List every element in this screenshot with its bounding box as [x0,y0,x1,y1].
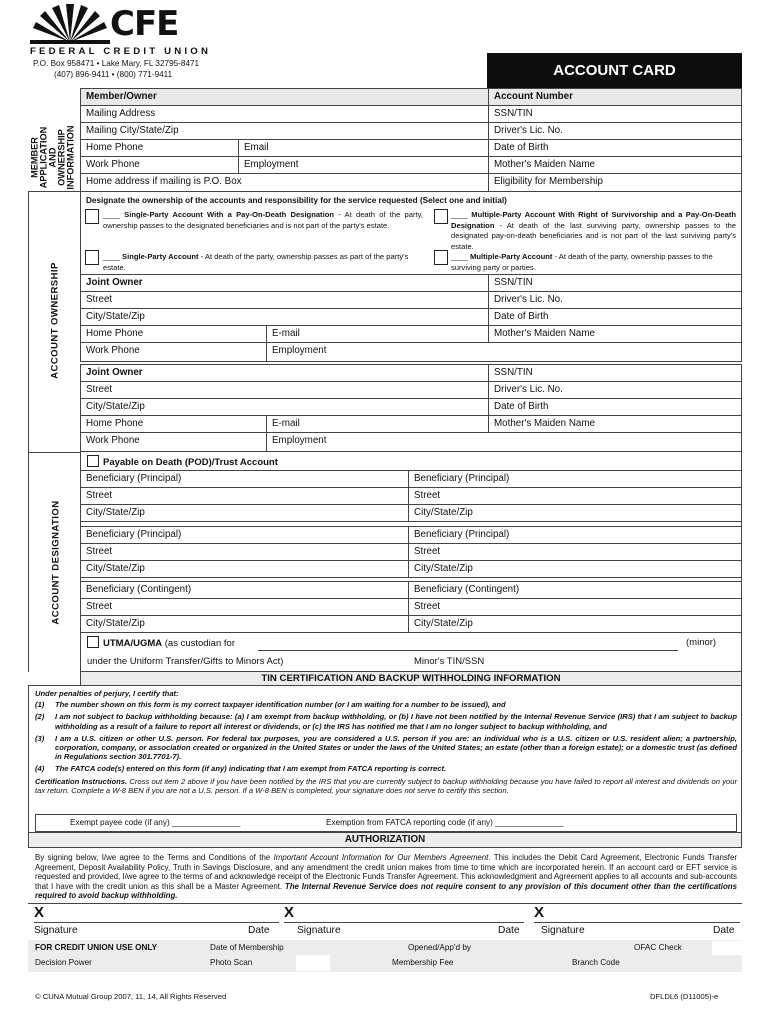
initial-line[interactable]: ____ [103,210,125,219]
opt1-text: - At death of the party, ownership passes to the designated beneficiaries and is not part of the party's estate. [103,210,423,230]
auth-text-c: . This includes the Debit Card Agreement, Electronic Funds Transfer Agreement, Deposit Availability Policy, Truth in Savings Disclosure, and any amendment the credit union makes from time to time which are incorporated herein. If an account card or EFT service is requested and provided, I/we agree to the terms of and acknowledge receipt of the Electronic Funds Transfer Agreement. This acknowledgment and Agreement applies to all accounts and sub-accounts that I have with the credit union as this shall be a Master Agreement. [35,853,737,891]
minor-tin-label: Minor's TIN/SSN [414,656,485,667]
ssn-field[interactable]: SSN/TIN [488,105,742,123]
home-address-field[interactable]: Home address if mailing is P.O. Box [80,173,489,192]
cert-label: Certification Instructions. [35,776,128,786]
member-side-label-text [26,88,80,192]
initial-line[interactable]: ____ [103,252,123,261]
beneficiary-principal-3[interactable]: Beneficiary (Principal) [80,526,409,544]
date-of-birth-field[interactable]: Date of Birth [488,139,742,157]
beneficiary-principal-4[interactable]: Beneficiary (Principal) [408,526,742,544]
utma-title: UTMA/UGMA [103,638,163,649]
beneficiary-contingent-2[interactable]: Beneficiary (Contingent) [408,581,742,599]
authorization-heading: AUTHORIZATION [28,832,742,848]
work-phone-field[interactable]: Work Phone [80,156,239,174]
ofac-field[interactable] [712,941,742,955]
member-label-line: MEMBER [29,137,40,178]
tin-item-4: The FATCA code(s) entered on this form (if any) indicating that I am exempt from FATCA reporting is correct. [55,764,447,774]
beneficiary-1-city[interactable]: City/State/Zip [80,504,409,522]
opt3-text: - At death of the last surviving party, ownership passes to the designated pay-on-death beneficiaries and is not part of the last surviving party's estate. [451,220,736,251]
x-mark: X [34,904,45,921]
joint-2-dl-field[interactable]: Driver's Lic. No. [488,381,742,399]
beneficiary-3-street[interactable]: Street [80,543,409,561]
multi-pod-option [451,210,736,252]
beneficiary-1-street[interactable]: Street [80,487,409,505]
address-line-2: (407) 896-9411 • (800) 771-9411 [54,70,173,79]
joint-owner-2-field[interactable]: Joint Owner [80,364,489,382]
contingent-1-city[interactable]: City/State/Zip [80,615,409,633]
x-mark: X [284,904,295,921]
logo-subtitle: FEDERAL CREDIT UNION [30,46,212,57]
joint-1-ssn-field[interactable]: SSN/TIN [488,274,742,292]
home-phone-field[interactable]: Home Phone [80,139,239,157]
date-label: Date [498,925,520,936]
exempt-fatca-field[interactable]: Exemption from FATCA reporting code (if any) _______________ [326,818,564,827]
tin-heading: TIN CERTIFICATION AND BACKUP WITHHOLDING INFORMATION [80,671,742,686]
member-owner-field[interactable]: Member/Owner [80,88,489,106]
form-code: DFLDL6 (D11005)-e [650,992,719,1001]
member-label-line: INFORMATION [65,125,76,190]
joint-2-city-field[interactable]: City/State/Zip [80,398,489,416]
logo-text: CFE [110,4,179,44]
multi-pod-checkbox[interactable] [434,209,448,224]
joint-1-email-field[interactable]: E-mail [266,325,489,343]
item-number: (4) [35,764,45,774]
beneficiary-principal-2[interactable]: Beneficiary (Principal) [408,470,742,488]
ownership-instruction: Designate the ownership of the accounts and responsibility for the service requested (Select one and initial) [86,196,507,205]
joint-1-dl-field[interactable]: Driver's Lic. No. [488,291,742,309]
photo-scan-field[interactable] [296,955,330,971]
x-mark: X [534,904,545,921]
multi-party-option [451,252,736,273]
joint-2-email-field[interactable]: E-mail [266,415,489,433]
joint-2-home-phone-field[interactable]: Home Phone [80,415,267,433]
opt2-text: - At death of the party, ownership passes as part of the party's estate. [103,252,409,272]
copyright: © CUNA Mutual Group 2007, 11, 14, All Rights Reserved [35,992,227,1001]
multi-party-checkbox[interactable] [434,250,448,265]
tin-text [35,689,737,795]
member-label-line: APPLICATION [38,126,49,189]
member-label-line: AND [47,147,58,168]
joint-1-employment-field[interactable]: Employment [266,342,742,362]
signature-line[interactable] [534,922,740,923]
employment-field[interactable]: Employment [238,156,489,174]
sunburst-logo-icon [30,2,110,46]
decision-label: Decision Power [35,958,92,967]
opt1-title: Single-Party Account With a Pay-On-Death Designation [124,210,334,219]
ofac-label: OFAC Check [634,943,682,952]
single-pod-option [103,210,423,231]
tin-intro: Under penalties of perjury, I certify that: [35,689,179,698]
auth-text-a: By signing below, I/we agree to the Terms and Conditions of the [35,853,274,862]
branch-label: Branch Code [572,958,620,967]
contingent-2-city[interactable]: City/State/Zip [408,615,742,633]
maiden-name-field[interactable]: Mother's Maiden Name [488,156,742,174]
initial-line[interactable]: ____ [451,252,471,261]
signature-line[interactable] [34,922,279,923]
joint-2-maiden-field[interactable]: Mother's Maiden Name [488,415,742,433]
joint-1-work-phone-field[interactable]: Work Phone [80,342,267,362]
pod-row [87,455,278,468]
beneficiary-3-city[interactable]: City/State/Zip [80,560,409,578]
custodian-line[interactable] [258,650,678,651]
beneficiary-2-street[interactable]: Street [408,487,742,505]
minor-label: (minor) [686,637,717,648]
utma-text: (as custodian for [164,638,235,649]
pod-title: Payable on Death (POD)/Trust Account [103,457,278,468]
email-field[interactable]: Email [238,139,489,157]
joint-2-street-field[interactable]: Street [80,381,489,399]
single-pod-checkbox[interactable] [85,209,99,224]
opened-label: Opened/App'd by [408,943,472,952]
utma-checkbox[interactable] [87,636,99,648]
joint-1-city-field[interactable]: City/State/Zip [80,308,489,326]
tin-item-2: I am not subject to backup withholding because: (a) I am exempt from backup withholding, or (b) I have not been notified by the Internal Revenue Service (IRS) that I am subject to backup withholding as a result of a failure to report all interest or dividends, or (c) the IRS has notified me that I am no longer subject to backup withholding, and [55,712,737,731]
date-label: Date [713,925,735,936]
joint-1-home-phone-field[interactable]: Home Phone [80,325,267,343]
mailing-address-field[interactable]: Mailing Address [80,105,489,123]
initial-line[interactable]: ____ [451,210,472,219]
authorization-text [35,853,737,901]
under-act-label: under the Uniform Transfer/Gifts to Minors Act) [87,656,284,667]
joint-1-street-field[interactable]: Street [80,291,489,309]
joint-1-dob-field[interactable]: Date of Birth [488,308,742,326]
single-party-checkbox[interactable] [85,250,99,265]
member-label-line: OWNERSHIP [56,129,67,186]
opt4-title: Multiple-Party Account [470,252,553,261]
beneficiary-contingent-1[interactable]: Beneficiary (Contingent) [80,581,409,599]
item-number: (1) [35,700,45,710]
contingent-1-street[interactable]: Street [80,598,409,616]
pod-checkbox[interactable] [87,455,99,467]
joint-2-employment-field[interactable]: Employment [266,432,742,452]
signature-label: Signature [541,925,585,936]
date-label: Date [248,925,270,936]
auth-agreement-name: Important Account Information for Our Members Agreement [273,853,489,862]
eligibility-field[interactable]: Eligibility for Membership [488,173,742,192]
cert-text: Cross out item 2 above if you have been notified by the IRS that you are currently subject to backup withholding because you have failed to report all interest and dividends on your tax return. Complete a W-8 BEN if you are not a U.S. person. If a W-8 BEN is completed, your signature does not serve to certify this section. [35,776,737,795]
joint-1-maiden-field[interactable]: Mother's Maiden Name [488,325,742,343]
auth-irs-notice: The Internal Revenue Service does not require consent to any provision of this document other than the certifications required to avoid backup withholding. [35,881,737,901]
date-membership-label: Date of Membership [210,943,284,952]
drivers-license-field[interactable]: Driver's Lic. No. [488,122,742,140]
beneficiary-2-city[interactable]: City/State/Zip [408,504,742,522]
beneficiary-4-city[interactable]: City/State/Zip [408,560,742,578]
cu-use-title: FOR CREDIT UNION USE ONLY [35,943,158,952]
joint-owner-1-field[interactable]: Joint Owner [80,274,489,292]
opt2-title: Single-Party Account [122,252,199,261]
mailing-city-field[interactable]: Mailing City/State/Zip [80,122,489,140]
exempt-payee-field[interactable]: Exempt payee code (if any) _______________ [70,818,241,827]
fee-label: Membership Fee [392,958,454,967]
signature-label: Signature [297,925,341,936]
joint-2-ssn-field[interactable]: SSN/TIN [488,364,742,382]
beneficiary-principal-1[interactable]: Beneficiary (Principal) [80,470,409,488]
item-number: (2) [35,712,45,722]
ownership-side-label: ACCOUNT OWNERSHIP [49,262,61,379]
utma-row [87,636,235,649]
tin-item-3: I am a U.S. citizen or other U.S. person. For federal tax purposes, you are considered a U.S. person if you are: an individual who is a U.S. citizen or U.S. resident alien; a partnership, corporation, company, or association created or organized in the United States or under the laws of the United States; an estate (other than a foreign estate); or a domestic trust (as defined in Regulations section 301.7701-7). [55,733,737,762]
beneficiary-4-street[interactable]: Street [408,543,742,561]
single-party-option [103,252,423,273]
address-line-1: P.O. Box 958471 • Lake Mary, FL 32795-8471 [33,59,200,68]
account-number-field[interactable]: Account Number [488,88,742,106]
joint-2-dob-field[interactable]: Date of Birth [488,398,742,416]
contingent-2-street[interactable]: Street [408,598,742,616]
account-card-title: ACCOUNT CARD [487,53,742,88]
photo-label: Photo Scan [210,958,253,967]
tin-item-1: The number shown on this form is my correct taxpayer identification number (or I am waiting for a number to be issued), and [55,700,506,710]
designation-side-label: ACCOUNT DESIGNATION [50,500,62,625]
item-number: (3) [35,733,45,743]
signature-line[interactable] [284,922,524,923]
opt4-text: - At death of the party, ownership passes to the surviving party or parties. [451,252,713,272]
signature-label: Signature [34,925,78,936]
joint-2-work-phone-field[interactable]: Work Phone [80,432,267,452]
opt3-title: Multiple-Party Account With Right of Survivorship and a Pay-On-Death Designation [451,210,736,230]
